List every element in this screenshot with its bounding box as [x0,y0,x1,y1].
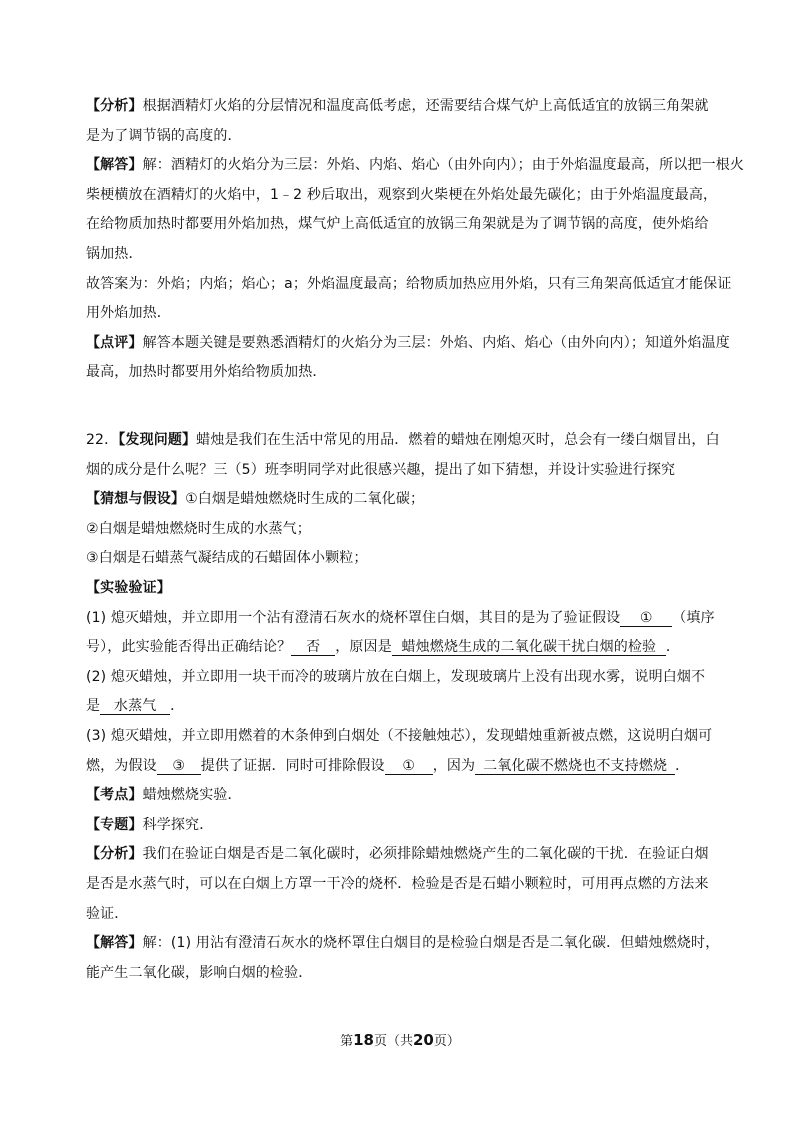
hypothesis-line-3: ③白烟是石蜡蒸气凝结成的石蜡固体小颗粒； [86,550,368,567]
question-tag: 【发现问题】 [118,432,197,448]
analysis-line-1: 【分析】根据酒精灯火焰的分层情况和温度高低考虑，还需要结合煤气炉上高低适宜的放锅三角架就 [86,98,709,114]
topic-tag: 【专题】 [86,816,143,833]
solution-tag: 【解答】 [86,935,143,952]
analysis2-line-3: 验证． [86,905,129,922]
exp2-line-2: 是 水蒸气 ． [86,698,185,715]
knowledge-point-line: 【考点】蜡烛燃烧实验． [86,787,242,804]
exp3-answer-reason: 二氧化碳不燃烧也不支持燃烧 [475,758,675,775]
answer-line-2: 柴梗横放在酒精灯的火焰中，1﹣2 秒后取出，观察到火柴梗在外焰处最先碳化；由于外焰温度最高， [86,186,718,203]
answer-line-1: 【解答】解：酒精灯的火焰分为三层：外焰、内焰、焰心（由外向内）；由于外焰温度最高，所以把一根火 [86,157,745,174]
exp3-answer-excluded: ① [385,758,433,775]
hypothesis-line-1: 【猜想与假设】①白烟是蜡烛燃烧时生成的二氧化碳； [86,491,425,508]
analysis2-line-2: 是否是水蒸气时，可以在白烟上方罩一干冷的烧杯．检验是否是石蜡小颗粒时，可用再点燃的方法来 [86,875,709,892]
q21-solution [86,92,745,388]
analysis-tag: 【分析】 [86,98,143,114]
page-total: 20 [413,1031,434,1049]
exp3-line-2: 燃，为假设 ③ 提供了证据．同时可排除假设 ① ，因为 二氧化碳不燃烧也不支持燃烧 ． [86,757,690,774]
question-line-1: 22．【发现问题】蜡烛是我们在生活中常见的用品．燃着的蜡烛在刚熄灭时，总会有一缕白烟冒出，白 [86,432,720,448]
analysis2-tag: 【分析】 [86,846,143,863]
final-answer-line-1: 故答案为：外焰；内焰；焰心；a；外焰温度最高；给物质加热应用外焰，只有三角架高低适宜才能保证 [86,275,732,292]
question-line-2: 烟的成分是什么呢？三（5）班李明同学对此很感兴趣，提出了如下猜想，并设计实验进行探究 [86,461,676,478]
knowledge-point-tag: 【考点】 [86,787,143,804]
comment-line-2: 最高，加热时都要用外焰给物质加热． [86,364,327,381]
hypothesis-line-2: ②白烟是蜡烛燃烧时生成的水蒸气； [86,520,311,537]
final-answer-line-2: 用外焰加热． [86,305,171,322]
exp1-answer-reason: 蜡烛燃烧生成的二氧化碳干扰白烟的检验 [392,639,666,656]
exp1-line-2: 号），此实验能否得出正确结论？ 否 ，原因是 蜡烛燃烧生成的二氧化碳干扰白烟的检验 ． [86,639,681,656]
exp1-answer-conclusion: 否 [291,639,335,656]
exp1-line-1: (1) 熄灭蜡烛，并立即用一个沾有澄清石灰水的烧杯罩住白烟，其目的是为了验证假设 ① （填序 [86,609,715,626]
answer-line-3: 在给物质加热时都要用外焰加热，煤气炉上高低适宜的放锅三角架就是为了调节锅的高度，使外焰给 [86,216,709,233]
hypothesis-tag: 【猜想与假设】 [86,491,186,508]
page-number: 18 [353,1031,374,1049]
topic-line: 【专题】科学探究． [86,816,214,833]
comment-line-1: 【点评】解答本题关键是要熟悉酒精灯的火焰分为三层：外焰、内焰、焰心（由外向内）；知道外焰温度 [86,334,730,351]
comment-tag: 【点评】 [86,334,143,351]
page-footer: 第18页（共20页） [340,1031,460,1049]
exp3-line-1: (3) 熄灭蜡烛，并立即用燃着的木条伸到白烟处（不接触烛芯），发现蜡烛重新被点燃，这说明白烟可 [86,727,713,744]
exp2-line-1: (2) 熄灭蜡烛，并立即用一块干而冷的玻璃片放在白烟上，发现玻璃片上没有出现水雾，说明白烟不 [86,668,706,685]
exp1-answer-hypothesis: ① [620,610,672,627]
solution-line-1: 【解答】解：(1) 用沾有澄清石灰水的烧杯罩住白烟目的是检验白烟是否是二氧化碳．但蜡烛燃烧时， [86,935,720,952]
answer-tag: 【解答】 [86,157,143,174]
answer-line-4: 锅加热． [86,245,143,262]
q22 [86,426,720,988]
analysis2-line-1: 【分析】我们在验证白烟是否是二氧化碳时，必须排除蜡烛燃烧产生的二氧化碳的干扰．在验证白烟 [86,846,709,863]
analysis-line-2: 是为了调节锅的高度的． [86,127,242,144]
solution-line-2: 能产生二氧化碳，影响白烟的检验． [86,964,313,981]
experiment-tag: 【实验验证】 [86,579,171,596]
exp2-answer: 水蒸气 [100,698,170,715]
exp3-answer-supported: ③ [157,758,201,775]
